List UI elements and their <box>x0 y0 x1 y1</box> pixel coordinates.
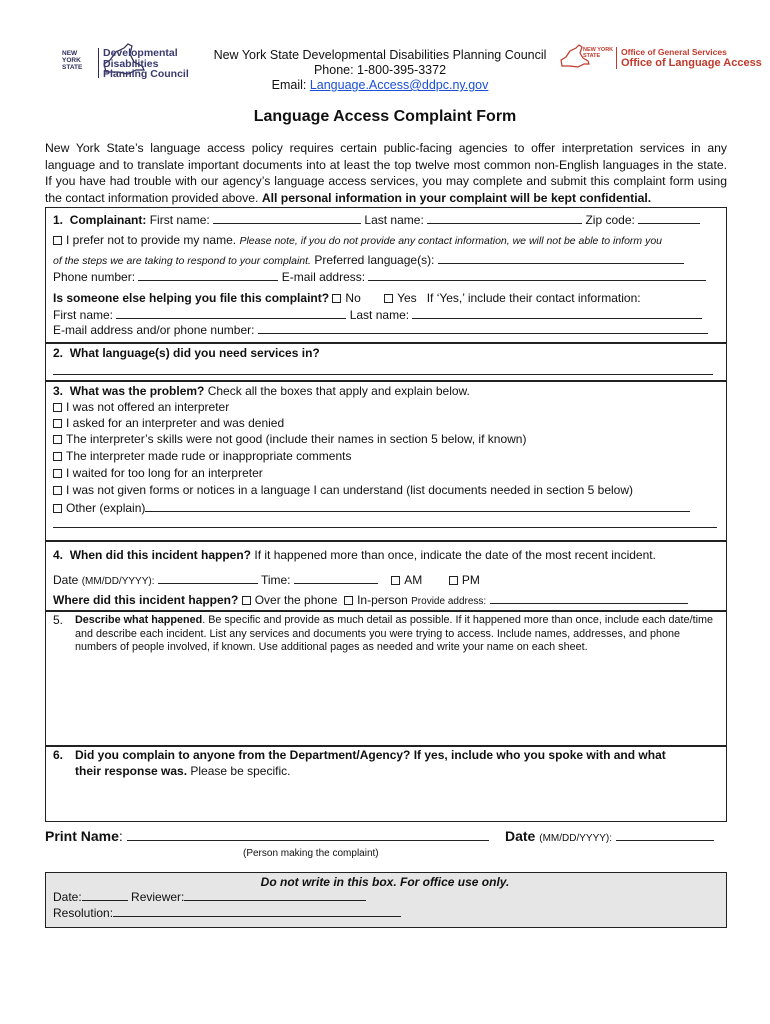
resolution-field[interactable] <box>113 905 401 917</box>
over-phone-checkbox[interactable] <box>242 596 251 605</box>
preferred-language-field[interactable] <box>438 252 684 264</box>
sign-date-row: Date (MM/DD/YYYY): <box>505 828 714 844</box>
problem-checkbox[interactable] <box>53 419 62 428</box>
office-date-row: Date: Reviewer: <box>53 889 366 905</box>
s1-helper-name-row: First name: Last name: <box>53 307 702 323</box>
s6-num: 6. <box>53 748 64 762</box>
problem-option: I asked for an interpreter and was denied <box>53 416 284 431</box>
prefer-not-checkbox[interactable] <box>53 236 62 245</box>
s3-label: 3. What was the problem? Check all the boxes that apply and explain below. <box>53 384 470 398</box>
problem-checkbox[interactable] <box>53 486 62 495</box>
first-name-field[interactable] <box>213 212 361 224</box>
in-person-checkbox[interactable] <box>344 596 353 605</box>
s1-helping-row: Is someone else helping you file this complaint? No Yes If ‘Yes,’ include their contact information: <box>53 291 641 305</box>
office-use-title: Do not write in this box. For office use only. <box>260 875 510 889</box>
email-link[interactable]: Language.Access@ddpc.ny.gov <box>309 78 489 92</box>
helper-contact-field[interactable] <box>258 322 708 334</box>
other-explain-field-2[interactable] <box>53 527 717 528</box>
helper-last-name-field[interactable] <box>412 307 702 319</box>
org-name: New York State Developmental Disabilities Planning Council <box>213 48 547 62</box>
ogs-divider <box>616 47 617 69</box>
problem-option-other: Other (explain) <box>53 500 690 516</box>
helping-yes-checkbox[interactable] <box>384 294 393 303</box>
s1-contact-row: Phone number: E-mail address: <box>53 269 706 285</box>
describe-text-area[interactable] <box>53 660 717 742</box>
org-phone: Phone: 1-800-395-3372 <box>313 63 447 77</box>
person-making-complaint-caption: (Person making the complaint) <box>243 848 379 859</box>
s6-label-2: their response was. Please be specific. <box>75 764 291 778</box>
s5-instructions: Describe what happened. Be specific and provide as much detail as possible. If it happened more than once, include each date/time and describe each incident. List any services and documents you were trying to access. Include names, addresses, and phone numbers of people involved, if known. Use additional pages as needed and write your name on each sheet. <box>75 614 713 653</box>
org-email-line: Email: Language.Access@ddpc.ny.gov <box>271 78 489 92</box>
s1-prefer-row: I prefer not to provide my name. Please note, if you do not provide any contact information, we will not be able to inform you <box>53 233 662 249</box>
reviewer-field[interactable] <box>184 889 366 901</box>
ddpc-logo-state-text: NEW YORK STATE <box>62 50 83 71</box>
problem-option: I was not given forms or notices in a language I can understand (list documents needed in section 5 below) <box>53 483 633 498</box>
problem-checkbox[interactable] <box>53 435 62 444</box>
problem-checkbox[interactable] <box>53 469 62 478</box>
s2-label: 2. What language(s) did you need services in? <box>53 346 320 360</box>
s5-num: 5. <box>53 613 64 627</box>
s1-note-row: of the steps we are taking to respond to your complaint. Preferred language(s): <box>53 252 684 269</box>
am-checkbox[interactable] <box>391 576 400 585</box>
last-name-field[interactable] <box>427 212 582 224</box>
incident-date-field[interactable] <box>158 572 258 584</box>
ogs-name: Office of General Services <box>621 47 727 57</box>
sign-date-field[interactable] <box>616 828 714 841</box>
incident-time-field[interactable] <box>294 572 378 584</box>
form-title: Language Access Complaint Form <box>253 108 517 125</box>
problem-checkbox[interactable] <box>53 452 62 461</box>
s1-helper-contact-row: E-mail address and/or phone number: <box>53 322 708 338</box>
pm-checkbox[interactable] <box>449 576 458 585</box>
phone-number-field[interactable] <box>138 269 278 281</box>
helper-first-name-field[interactable] <box>116 307 346 319</box>
s4-date-row: Date (MM/DD/YYYY): Time: AM PM <box>53 573 480 587</box>
s6-label-1: Did you complain to anyone from the Department/Agency? If yes, include who you spoke with and what <box>75 748 666 762</box>
logo-divider <box>98 48 99 78</box>
office-resolution-row: Resolution: <box>53 905 401 921</box>
other-explain-field[interactable] <box>145 500 690 512</box>
intro-paragraph: New York State’s language access policy requires certain public-facing agencies to offer interpretation services in any language and to translate important documents into at least the top twelve most common non-English languages in the state. If you have had trouble with our agency’s language access services, you may complete and submit this complaint form using the contact information provided above. All personal information in your complaint will be kept confidential. <box>45 141 727 205</box>
ola-name: Office of Language Access <box>621 57 762 69</box>
office-date-field[interactable] <box>82 889 128 901</box>
language-field[interactable] <box>53 374 713 375</box>
problem-option: The interpreter made rude or inappropriate comments <box>53 449 351 464</box>
address-field[interactable] <box>490 592 688 604</box>
s4-label: 4. When did this incident happen? If it happened more than once, indicate the date of the most recent incident. <box>53 548 656 562</box>
other-checkbox[interactable] <box>53 504 62 513</box>
problem-option: I waited for too long for an interpreter <box>53 466 263 481</box>
helping-no-checkbox[interactable] <box>332 294 341 303</box>
problem-checkbox[interactable] <box>53 403 62 412</box>
ddpc-logo-name: Developmental Disabilities Planning Council <box>103 47 189 80</box>
zip-code-field[interactable] <box>638 212 700 224</box>
email-address-field[interactable] <box>368 269 706 281</box>
prior-complaint-text-area[interactable] <box>53 782 717 818</box>
print-name-row: Print Name: <box>45 828 489 844</box>
problem-option: I was not offered an interpreter <box>53 400 229 415</box>
ogs-logo-state-text: NEW YORK STATE <box>583 47 614 59</box>
print-name-field[interactable] <box>127 828 489 841</box>
s4-where-row: Where did this incident happen? Over the phone In-person Provide address: <box>53 592 688 609</box>
problem-option: The interpreter’s skills were not good (include their names in section 5 below, if known) <box>53 432 526 447</box>
s1-name-row: 1. Complainant: First name: Last name: Zip code: <box>53 212 700 228</box>
